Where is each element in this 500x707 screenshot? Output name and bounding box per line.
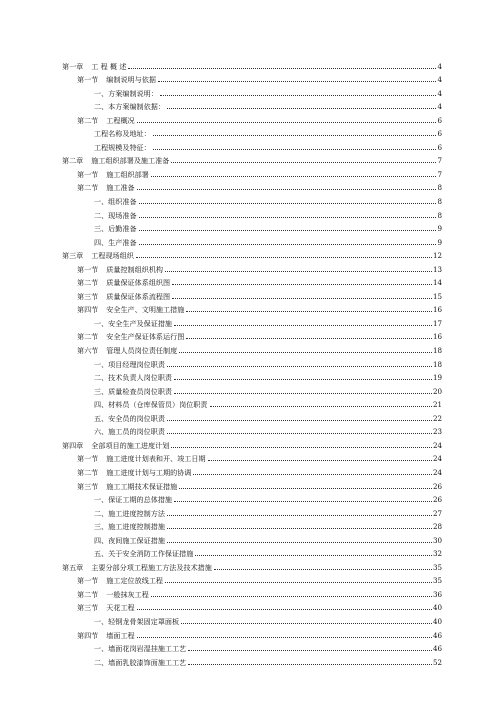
toc-entry[interactable] <box>0 84 500 98</box>
toc-entry-page: 16 <box>432 332 442 342</box>
toc-dot-leader <box>174 393 432 394</box>
toc-entry[interactable] <box>0 165 500 179</box>
toc-entry-page: 8 <box>437 210 442 220</box>
toc-entry[interactable] <box>0 626 500 640</box>
toc-entry-title: 工程概况 <box>106 115 135 125</box>
toc-entry-number: 第二节 <box>77 467 99 477</box>
toc-entry-label <box>77 116 136 125</box>
toc-entry-title: 工程规模及特征： <box>94 142 151 152</box>
toc-entry-number: 第一节 <box>77 169 99 179</box>
toc-dot-leader <box>128 68 436 69</box>
toc-entry-number: 第五章 <box>62 562 84 572</box>
toc-entry-title: 安全生产、文明施工措施 <box>106 305 185 315</box>
toc-entry[interactable] <box>0 572 500 586</box>
toc-entry-label <box>77 346 178 355</box>
toc-entry-title: 三、后勤准备 <box>94 224 137 234</box>
toc-entry-label <box>62 156 170 165</box>
toc-entry-number: 第四节 <box>77 630 99 640</box>
toc-entry-title: 全部项目的施工进度计划 <box>91 440 170 450</box>
toc-dot-leader <box>171 447 432 448</box>
toc-entry-label <box>94 644 187 653</box>
toc-entry-page: 7 <box>437 169 442 179</box>
toc-entry-label <box>94 319 173 328</box>
toc-entry[interactable] <box>0 491 500 505</box>
toc-entry-title: 天花工程 <box>106 603 135 613</box>
toc-entry-page: 40 <box>432 616 442 626</box>
toc-entry-page: 6 <box>437 142 442 152</box>
toc-entry-page: 28 <box>432 522 442 532</box>
toc-entry[interactable] <box>0 57 500 71</box>
toc-dot-leader <box>179 488 432 489</box>
toc-dot-leader <box>139 217 437 218</box>
toc-entry-number: 第一节 <box>77 264 99 274</box>
toc-entry[interactable] <box>0 138 500 152</box>
toc-entry-number: 第四章 <box>62 440 84 450</box>
toc-entry-label <box>77 631 136 640</box>
toc-dot-leader <box>167 366 432 367</box>
toc-entry-page: 46 <box>432 644 442 654</box>
toc-entry-title: 施工定位放线工程 <box>106 576 164 586</box>
toc-entry-page: 24 <box>432 440 442 450</box>
toc-entry-page: 26 <box>432 495 442 505</box>
toc-entry-number: 第二节 <box>77 332 99 342</box>
toc-entry[interactable] <box>0 545 500 559</box>
toc-entry-title: 施工进度计划与工期的协调 <box>106 467 192 477</box>
toc-entry-title: 工程现场组织 <box>91 251 134 261</box>
toc-entry-label <box>94 360 166 369</box>
toc-entry-label <box>94 549 194 558</box>
toc-entry-label <box>94 536 166 545</box>
toc-entry-title: 三、质量检查员岗位职责 <box>94 386 173 396</box>
toc-entry-label <box>94 89 159 98</box>
toc-entry-page: 46 <box>432 630 442 640</box>
toc-entry-label <box>77 482 178 491</box>
toc-entry-page: 16 <box>432 305 442 315</box>
toc-entry[interactable] <box>0 463 500 477</box>
toc-dot-leader <box>195 555 432 556</box>
toc-entry-label <box>94 211 138 220</box>
toc-entry-title: 六、施工员的岗位职责 <box>94 427 165 437</box>
toc-entry-page: 18 <box>432 359 442 369</box>
toc-entry-label <box>77 576 164 585</box>
toc-entry[interactable] <box>0 111 500 125</box>
toc-entry[interactable] <box>0 612 500 626</box>
toc-entry-page: 4 <box>437 61 442 71</box>
toc-dot-leader <box>214 569 432 570</box>
toc-dot-leader <box>188 650 432 651</box>
toc-entry-title: 一、墙面花岗岩湿挂施工工艺 <box>94 644 187 654</box>
toc-entry-label <box>94 427 166 436</box>
toc-entry-number: 第一节 <box>77 576 99 586</box>
toc-entry-label <box>77 454 207 463</box>
toc-dot-leader <box>186 338 432 339</box>
toc-dot-leader <box>137 122 437 123</box>
toc-entry[interactable] <box>0 247 500 261</box>
toc-entry-title: 一、方案编制说明： <box>94 88 158 98</box>
toc-entry-label <box>94 129 152 138</box>
toc-entry[interactable] <box>0 328 500 342</box>
toc-dot-leader <box>210 406 432 407</box>
toc-entry-title: 安全生产保证体系运行图 <box>106 332 185 342</box>
toc-entry-page: 20 <box>432 386 442 396</box>
toc-entry-number: 第一节 <box>77 454 99 464</box>
toc-entry-title: 工程名称及地址： <box>94 129 151 139</box>
toc-entry-page: 22 <box>432 413 442 423</box>
toc-dot-leader <box>153 149 437 150</box>
toc-entry-page: 8 <box>437 183 442 193</box>
toc-entry[interactable] <box>0 450 500 464</box>
toc-entry-page: 19 <box>432 373 442 383</box>
toc-entry[interactable] <box>0 518 500 532</box>
toc-entry-title: 施工准备 <box>106 183 135 193</box>
toc-entry-title: 一般抹灰工程 <box>106 589 149 599</box>
toc-entry-label <box>77 183 136 192</box>
toc-entry[interactable] <box>0 369 500 383</box>
toc-entry-label <box>94 102 166 111</box>
toc-entry-label <box>62 563 213 572</box>
toc-entry-page: 6 <box>437 129 442 139</box>
toc-entry-title: 质量保证体系组织图 <box>106 278 171 288</box>
toc-entry-number: 第三章 <box>62 251 84 261</box>
toc-entry-page: 17 <box>432 318 442 328</box>
toc-entry[interactable] <box>0 396 500 410</box>
toc-entry-label <box>94 414 166 423</box>
toc-entry-page: 12 <box>432 251 442 261</box>
toc-entry-title: 一、项目经理岗位职责 <box>94 359 165 369</box>
toc-entry[interactable] <box>0 233 500 247</box>
toc-entry[interactable] <box>0 585 500 599</box>
toc-entry-page: 40 <box>432 603 442 613</box>
toc-entry[interactable] <box>0 301 500 315</box>
toc-entry-label <box>62 251 135 260</box>
toc-dot-leader <box>139 203 437 204</box>
toc-entry-page: 9 <box>437 237 442 247</box>
toc-entry-title: 二、本方案编制依据： <box>94 102 165 112</box>
toc-entry[interactable] <box>0 287 500 301</box>
toc-entry-page: 23 <box>432 427 442 437</box>
toc-entry[interactable] <box>0 355 500 369</box>
toc-entry-title: 二、施工进度控制方法 <box>94 508 165 518</box>
toc-entry-title: 五、关于安全消防工作保证措施 <box>94 549 194 559</box>
toc-entry-page: 8 <box>437 197 442 207</box>
toc-dot-leader <box>186 311 432 312</box>
toc-dot-leader <box>160 95 437 96</box>
toc-dot-leader <box>167 108 437 109</box>
toc-entry[interactable] <box>0 640 500 654</box>
toc-entry-title: 编制说明与依据 <box>106 75 156 85</box>
toc-entry-title: 施工组织部署及施工准备 <box>91 156 170 166</box>
toc-entry[interactable] <box>0 220 500 234</box>
toc-entry-title: 五、安全员的岗位职责 <box>94 413 165 423</box>
toc-entry[interactable] <box>0 125 500 139</box>
toc-entry[interactable] <box>0 504 500 518</box>
toc-entry-label <box>94 224 138 233</box>
toc-entry-label <box>94 658 187 667</box>
toc-entry[interactable] <box>0 206 500 220</box>
toc-dot-leader <box>139 230 437 231</box>
toc-entry[interactable] <box>0 314 500 328</box>
toc-entry-number: 第二节 <box>77 115 99 125</box>
toc-dot-leader <box>151 596 432 597</box>
toc-dot-leader <box>167 420 432 421</box>
toc-dot-leader <box>136 257 432 258</box>
toc-entry-title: 质量控制组织机构 <box>106 264 164 274</box>
toc-entry-title: 二、现场准备 <box>94 210 137 220</box>
toc-dot-leader <box>137 609 432 610</box>
toc-entry-label <box>77 292 171 301</box>
toc-entry-title: 墙面工程 <box>106 630 135 640</box>
toc-dot-leader <box>153 135 437 136</box>
toc-entry-title: 四、材料员（仓库保管员）岗位职责 <box>94 400 208 410</box>
toc-entry-page: 32 <box>432 549 442 559</box>
toc-entry[interactable] <box>0 599 500 613</box>
toc-entry-label <box>94 495 173 504</box>
toc-entry[interactable] <box>0 477 500 491</box>
toc-dot-leader <box>181 623 432 624</box>
toc-dot-leader <box>158 81 437 82</box>
toc-entry-title: 施工组织部署 <box>106 169 149 179</box>
toc-entry[interactable] <box>0 152 500 166</box>
toc-entry-number: 第二节 <box>77 183 99 193</box>
toc-entry-number: 第二节 <box>77 589 99 599</box>
toc-dot-leader <box>167 528 432 529</box>
toc-entry-page: 35 <box>432 576 442 586</box>
toc-entry-label <box>77 332 185 341</box>
toc-entry-title: 三、施工进度控制措施 <box>94 522 165 532</box>
table-of-contents <box>0 57 500 667</box>
toc-entry-title: 管理人员岗位责任制度 <box>106 346 178 356</box>
toc-entry-title: 质量保证体系流程图 <box>106 291 171 301</box>
toc-entry-label <box>94 522 166 531</box>
toc-entry-page: 6 <box>437 115 442 125</box>
toc-entry-number: 第三节 <box>77 291 99 301</box>
toc-entry[interactable] <box>0 558 500 572</box>
toc-entry-page: 13 <box>432 264 442 274</box>
toc-entry-title: 二、技术负责人岗位职责 <box>94 373 173 383</box>
toc-dot-leader <box>193 474 432 475</box>
toc-entry[interactable] <box>0 409 500 423</box>
toc-entry-label <box>94 373 173 382</box>
toc-entry[interactable] <box>0 192 500 206</box>
toc-entry-page: 9 <box>437 224 442 234</box>
toc-entry[interactable] <box>0 179 500 193</box>
toc-entry-number: 第三节 <box>77 481 99 491</box>
toc-entry-number: 第一章 <box>62 61 84 71</box>
toc-entry[interactable] <box>0 423 500 437</box>
toc-entry-page: 26 <box>432 481 442 491</box>
toc-dot-leader <box>137 189 437 190</box>
toc-entry-label <box>77 278 171 287</box>
toc-entry[interactable] <box>0 653 500 667</box>
toc-entry-number: 第三节 <box>77 603 99 613</box>
toc-entry-title: 施工工期技术保证措施 <box>106 481 178 491</box>
toc-entry-page: 21 <box>432 400 442 410</box>
toc-dot-leader <box>174 501 432 502</box>
toc-dot-leader <box>167 515 432 516</box>
toc-entry-number: 第二章 <box>62 156 84 166</box>
toc-dot-leader <box>165 271 432 272</box>
toc-entry-label <box>62 441 170 450</box>
toc-entry-label <box>77 305 185 314</box>
toc-entry-label <box>94 387 173 396</box>
toc-entry-label <box>94 197 138 206</box>
toc-entry-label <box>77 603 136 612</box>
toc-entry-page: 27 <box>432 508 442 518</box>
toc-dot-leader <box>139 244 437 245</box>
toc-entry-title: 一、组织准备 <box>94 197 137 207</box>
toc-entry-label <box>77 590 150 599</box>
toc-entry-page: 15 <box>432 291 442 301</box>
toc-entry-title: 二、墙面乳胶漆饰面施工工艺 <box>94 657 187 667</box>
toc-entry-label <box>94 400 209 409</box>
toc-dot-leader <box>179 352 432 353</box>
toc-entry-label <box>77 468 192 477</box>
toc-entry-title: 一、安全生产及保证措施 <box>94 318 173 328</box>
toc-entry[interactable] <box>0 71 500 85</box>
toc-dot-leader <box>172 284 432 285</box>
toc-dot-leader <box>188 664 432 665</box>
toc-entry-label <box>94 509 166 518</box>
toc-entry-number: 第一节 <box>77 75 99 85</box>
toc-dot-leader <box>172 298 432 299</box>
toc-entry[interactable] <box>0 531 500 545</box>
toc-entry-page: 4 <box>437 75 442 85</box>
toc-dot-leader <box>208 460 432 461</box>
toc-entry-label <box>94 143 152 152</box>
toc-entry-title: 一、轻钢龙骨架固定罩面板 <box>94 616 180 626</box>
toc-entry-title: 一、保证工期的总体措施 <box>94 495 173 505</box>
toc-entry-page: 24 <box>432 467 442 477</box>
toc-entry-title: 主要分部分项工程施工方法及技术措施 <box>91 562 212 572</box>
toc-entry[interactable] <box>0 260 500 274</box>
toc-entry-number: 第四节 <box>77 305 99 315</box>
toc-entry-page: 52 <box>432 657 442 667</box>
toc-dot-leader <box>165 582 432 583</box>
toc-entry-page: 36 <box>432 589 442 599</box>
toc-entry-page: 4 <box>437 102 442 112</box>
toc-entry-page: 35 <box>432 562 442 572</box>
toc-entry[interactable] <box>0 341 500 355</box>
toc-dot-leader <box>151 176 437 177</box>
toc-entry-title: 施工进度计划表和开、竣工日期 <box>106 454 206 464</box>
toc-entry-number: 第二节 <box>77 278 99 288</box>
toc-entry-page: 30 <box>432 535 442 545</box>
toc-entry[interactable] <box>0 274 500 288</box>
toc-entry-label <box>77 75 157 84</box>
toc-entry-title: 工 程 概 述 <box>91 61 127 71</box>
toc-entry-page: 7 <box>437 156 442 166</box>
toc-dot-leader <box>137 637 432 638</box>
toc-entry-number: 第六节 <box>77 346 99 356</box>
toc-dot-leader <box>174 379 432 380</box>
toc-entry[interactable] <box>0 98 500 112</box>
toc-entry-title: 四、生产准备 <box>94 237 137 247</box>
toc-entry-label <box>77 265 164 274</box>
toc-entry-label <box>77 170 150 179</box>
toc-dot-leader <box>174 325 432 326</box>
toc-entry-label <box>94 238 138 247</box>
toc-dot-leader <box>171 162 436 163</box>
toc-dot-leader <box>167 433 432 434</box>
toc-entry-title: 四、夜间施工保证措施 <box>94 535 165 545</box>
toc-entry-page: 24 <box>432 454 442 464</box>
toc-entry-page: 4 <box>437 88 442 98</box>
toc-entry-label <box>62 62 127 71</box>
toc-entry-label <box>94 617 180 626</box>
toc-entry[interactable] <box>0 382 500 396</box>
toc-entry[interactable] <box>0 436 500 450</box>
toc-entry-page: 18 <box>432 346 442 356</box>
toc-dot-leader <box>167 542 432 543</box>
toc-entry-page: 14 <box>432 278 442 288</box>
